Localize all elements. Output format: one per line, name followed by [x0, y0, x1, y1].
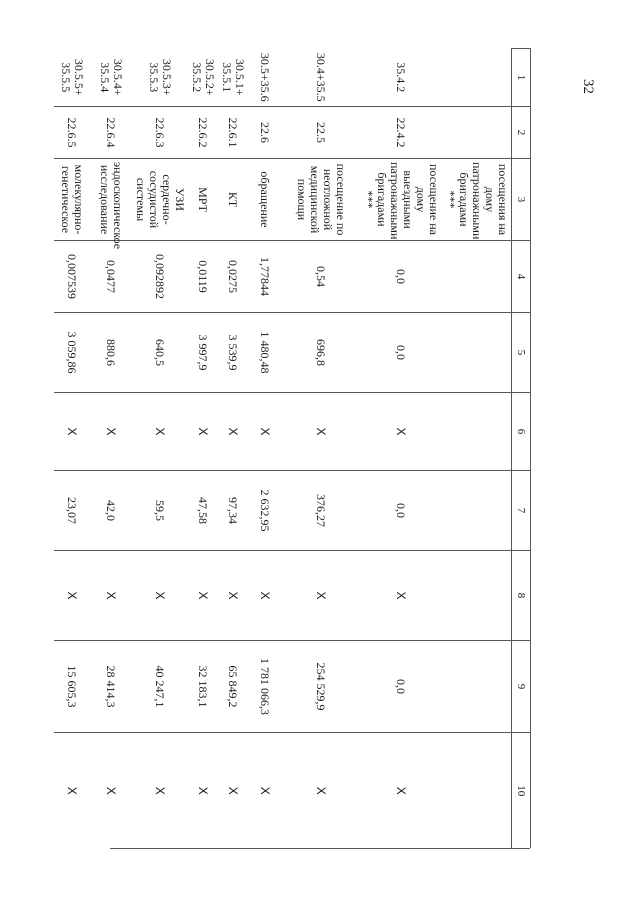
header-cell-7: 7: [512, 471, 531, 551]
header-cell-5: 5: [512, 313, 531, 393]
header-cell-6: 6: [512, 393, 531, 471]
cell-col10: X: [248, 733, 282, 849]
cell-col5: 696,8: [282, 313, 360, 393]
cell-col8: X: [90, 551, 132, 641]
rotated-table-container: [59, 48, 530, 848]
cell-col8: X: [218, 551, 248, 641]
cell-col1: 30.5+35.6: [258, 52, 273, 102]
cell-col3: эндоскопическое исследование: [90, 159, 132, 241]
cell-col2: 22.6.1: [218, 107, 248, 159]
cell-col6: X: [360, 393, 442, 471]
cell-col3: МРТ: [188, 159, 218, 241]
table-top-border: [530, 48, 531, 848]
cell-col3: КТ: [218, 159, 248, 241]
cell-col1: 30.4+35.5: [314, 52, 329, 102]
cell-col9: 0,0: [360, 641, 442, 733]
cell-col2: 22.4.2: [360, 107, 442, 159]
cell-col4: [442, 241, 512, 313]
cell-col8: [442, 551, 512, 641]
cell-col7: 23,07: [54, 471, 90, 551]
table-row: [248, 49, 282, 849]
cell-col6: X: [248, 393, 282, 471]
cell-col10: X: [218, 733, 248, 849]
cell-col4: 1,77844: [248, 241, 282, 313]
cell-col5: 640,5: [132, 313, 188, 393]
cell-col5: 3 539,9: [218, 313, 248, 393]
cell-col7: 47,58: [188, 471, 218, 551]
header-cell-1: 1: [512, 49, 531, 107]
cell-col5: [442, 313, 512, 393]
table-row: [218, 49, 248, 849]
cell-col2: 22.6.2: [188, 107, 218, 159]
header-cell-3: 3: [512, 159, 531, 241]
cell-col10: [442, 733, 512, 849]
header-cell-10: 10: [512, 733, 531, 849]
cell-col6: X: [218, 393, 248, 471]
cell-col2: 22.6.4: [90, 107, 132, 159]
cell-col6: X: [282, 393, 360, 471]
cell-col10: X: [90, 733, 132, 849]
header-cell-2: 2: [512, 107, 531, 159]
cell-col9: 28 414,3: [90, 641, 132, 733]
header-row: [512, 49, 531, 849]
cell-col8: X: [132, 551, 188, 641]
cell-col9: 32 183,1: [188, 641, 218, 733]
cell-col8: X: [248, 551, 282, 641]
cell-col6: [442, 393, 512, 471]
page-number: 32: [580, 79, 596, 94]
cell-col3: посещение на дому выездными патронажными бригадами ***: [360, 159, 442, 241]
table-row: [90, 49, 132, 849]
cell-col3: посещение по неотложной медицинской помощи: [282, 159, 360, 241]
cell-col6: X: [132, 393, 188, 471]
cell-col8: X: [360, 551, 442, 641]
cell-col1: 30.5.2+ 35.5.2: [190, 58, 217, 96]
cell-col2: 22.6.5: [54, 107, 90, 159]
cell-col7: 59,5: [132, 471, 188, 551]
cell-col7: 0,0: [360, 471, 442, 551]
cell-col5: 880,6: [90, 313, 132, 393]
cell-col9: 1 781 066,3: [248, 641, 282, 733]
cell-col1: 35.4.2: [394, 62, 409, 93]
cell-col7: 42,0: [90, 471, 132, 551]
tariff-table: [54, 48, 530, 849]
cell-col7: 376,27: [282, 471, 360, 551]
cell-col3: УЗИ сердечно-сосудистой системы: [132, 159, 188, 241]
cell-col10: X: [132, 733, 188, 849]
cell-col4: 0,54: [282, 241, 360, 313]
header-cell-4: 4: [512, 241, 531, 313]
cell-col3: молекулярно-генетическое: [54, 159, 90, 241]
cell-col5: 3 997,9: [188, 313, 218, 393]
cell-col8: X: [54, 551, 90, 641]
cell-col9: 65 849,2: [218, 641, 248, 733]
header-cell-8: 8: [512, 551, 531, 641]
cell-col2: 22.6: [248, 107, 282, 159]
cell-col5: 1 480,48: [248, 313, 282, 393]
cell-col6: X: [54, 393, 90, 471]
cell-col1: 30.5.4+ 35.5.4: [98, 58, 125, 96]
cell-col7: 2 632,95: [248, 471, 282, 551]
table-row: [282, 49, 360, 849]
table-row: [360, 49, 442, 849]
cell-col9: 15 605,3: [54, 641, 90, 733]
cell-col1: 30.5.5+ 35.5.5: [59, 58, 86, 96]
cell-col4: 0,0: [360, 241, 442, 313]
cell-col4: 0,0477: [90, 241, 132, 313]
cell-col6: X: [90, 393, 132, 471]
cell-col8: X: [282, 551, 360, 641]
cell-col7: [442, 471, 512, 551]
cell-col1: 30.5.1+ 35.5.1: [220, 58, 247, 96]
cell-col8: X: [188, 551, 218, 641]
cell-col4: 0,092892: [132, 241, 188, 313]
table-row: [132, 49, 188, 849]
cell-col6: X: [188, 393, 218, 471]
cell-col2: [442, 107, 512, 159]
cell-col10: X: [188, 733, 218, 849]
cell-col10: X: [282, 733, 360, 849]
cell-col9: 254 529,9: [282, 641, 360, 733]
table-row: [442, 49, 512, 849]
cell-col4: 0,0119: [188, 241, 218, 313]
cell-col4: 0,0275: [218, 241, 248, 313]
table-row: [54, 49, 90, 849]
cell-col3: обращение: [248, 159, 282, 241]
table-row: [188, 49, 218, 849]
cell-col7: 97,34: [218, 471, 248, 551]
header-cell-9: 9: [512, 641, 531, 733]
cell-col2: 22.6.3: [132, 107, 188, 159]
cell-col1: 30.5.3+ 35.5.3: [147, 58, 174, 96]
cell-col9: [442, 641, 512, 733]
cell-col10: X: [54, 733, 90, 849]
cell-col10: X: [360, 733, 442, 849]
cell-col1: [442, 49, 512, 107]
cell-col3: посещения на дому патронажными бригадами ***: [442, 159, 512, 241]
cell-col2: 22.5: [282, 107, 360, 159]
cell-col9: 40 247,1: [132, 641, 188, 733]
cell-col5: 0,0: [360, 313, 442, 393]
cell-col4: 0,007539: [54, 241, 90, 313]
cell-col5: 3 059,86: [54, 313, 90, 393]
table-right-border: [110, 848, 530, 849]
